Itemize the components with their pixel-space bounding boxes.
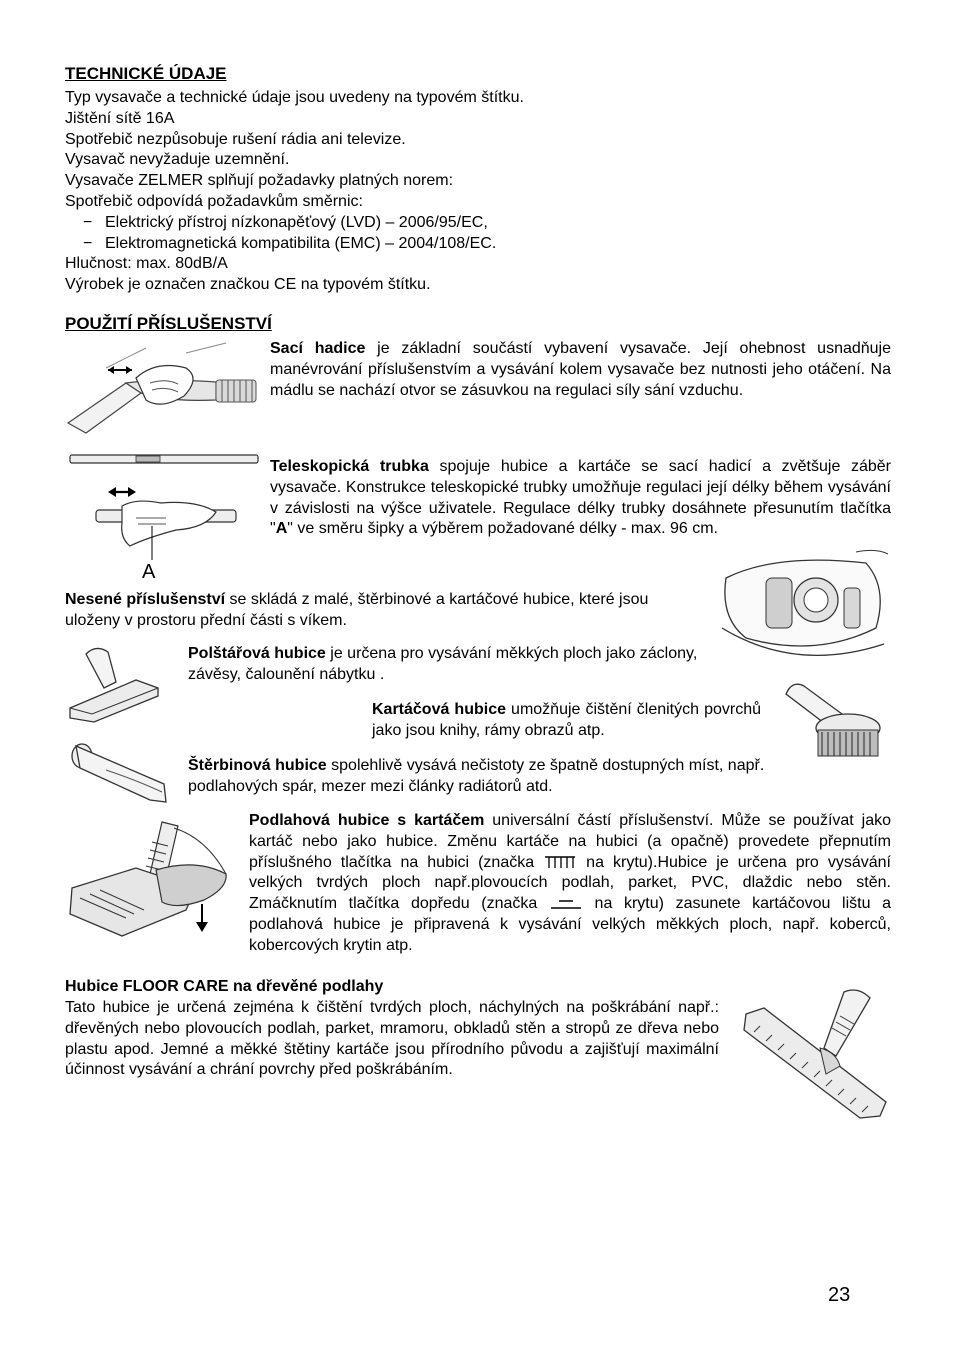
floor-nozzle-illustration bbox=[66, 818, 246, 948]
upholstery-term: Polštářová hubice bbox=[188, 645, 326, 662]
crevice-text: spolehlivě vysává nečistoty ze špatně dostupných míst, např. podlahových spár, mezer mezi články radiátorů atd. bbox=[188, 757, 765, 795]
floor-text-2: na krytu).Hubice je určena pro vysávání velkých tvrdých ploch např.plovoucích podlah, parket, PVC, dlaždic nebo stěn. Zmáčknutím tlačítka dopředu (značka bbox=[249, 853, 891, 913]
brush-paragraph bbox=[372, 700, 761, 742]
floor-nozzle-paragraph bbox=[249, 811, 891, 957]
technical-line: Spotřebič odpovídá požadavkům směrnic: bbox=[65, 192, 363, 210]
floorcare-heading: Hubice FLOOR CARE na dřevěné podlahy bbox=[65, 978, 384, 995]
carried-term: Nesené příslušenství bbox=[65, 591, 226, 608]
upholstery-nozzle-illustration bbox=[66, 642, 162, 726]
suction-hose-illustration bbox=[66, 338, 262, 438]
page-number: 23 bbox=[828, 1284, 851, 1306]
crevice-nozzle-illustration bbox=[66, 740, 172, 806]
technical-line: Vysavače ZELMER splňují požadavky platných norem: bbox=[65, 172, 454, 190]
tube-key: A bbox=[275, 520, 288, 538]
upholstery-text: je určena pro vysávání měkkých ploch jako záclony, závěsy, čalounění nábytku . bbox=[188, 645, 698, 683]
floor-term: Podlahová hubice s kartáčem bbox=[249, 812, 485, 829]
brush-nozzle-illustration bbox=[782, 680, 886, 766]
floor-text-3: na krytu) zasunete kartáčovou lištu a podlahová hubice je připravená k vysávání velkých měkkých ploch, např. koberců, kobercových krytin atp. bbox=[249, 895, 891, 954]
tube-paragraph bbox=[270, 457, 891, 540]
nozzle-mode-symbol-icon bbox=[549, 897, 583, 911]
upholstery-paragraph bbox=[188, 644, 708, 686]
floor-care-nozzle-illustration bbox=[740, 986, 890, 1126]
floor-text-1: universální částí příslušenství. Může se používat jako kartáč nebo jako hubice. Změnu kartáče na hubici (a opačně) provedete přepnutím příslušného tlačítka na hubici (značka bbox=[249, 812, 891, 871]
directive-text: Elektrický přístroj nízkonapěťový (LVD) – 2006/95/EC, bbox=[105, 213, 488, 231]
technical-line: Výrobek je označen značkou CE na typovém štítku. bbox=[65, 276, 431, 294]
technical-line: Jištění sítě 16A bbox=[65, 109, 175, 127]
technical-line: Typ vysavače a technické údaje jsou uvedeny na typovém štítku. bbox=[65, 89, 524, 106]
technical-line: Spotřebič nezpůsobuje rušení rádia ani televize. bbox=[65, 130, 406, 148]
technical-line: Hlučnost: max. 80dB/A bbox=[65, 255, 228, 273]
technical-block bbox=[65, 88, 765, 296]
directive-item: − Elektromagnetická kompatibilita (EMC) – 2004/108/EC. bbox=[83, 234, 497, 252]
button-a-label: A bbox=[142, 561, 156, 583]
directive-item: − Elektrický přístroj nízkonapěťový (LVD) – 2006/95/EC, bbox=[83, 213, 488, 231]
hose-text: je základní součástí vybavení vysavače. Její ohebnost usnadňuje manévrování příslušenstvím a vysávání kolem vysavače bez nutnosti jeho otáčení. Na mádlu se nachází otvor se zásuvkou na regulaci síly sání vzduchu. bbox=[270, 340, 892, 399]
floorcare-paragraph: Tato hubice je určená zejména k čištění tvrdých ploch, náchylných na poškrábání např.: dřevěných nebo plovoucích podlah, parket, mramoru, obkladů stěn a stropů ze dřeva nebo plastu apod. Jemné a měkké štětiny kartáče jsou přírodního původu a zajišťují maximální účinnost vysávání a chrání povrchy před poškrábáním. bbox=[65, 999, 719, 1079]
tube-term: Teleskopická trubka bbox=[270, 458, 429, 475]
tube-text-1: spojuje hubice a kartáče se sací hadicí a zvětšuje záběr vysavače. Konstrukce teleskopické trubky umožňuje regulaci její délky během vysávání v závislosti na výšce uživatele. Regulace délky trubky dosáhnete přesunutím tlačítka " bbox=[270, 458, 892, 538]
technical-line: Vysavač nevyžaduje uzemnění. bbox=[65, 151, 290, 169]
telescopic-tube-illustration bbox=[66, 448, 266, 583]
crevice-paragraph bbox=[188, 756, 768, 798]
directive-text: Elektromagnetická kompatibilita (EMC) – 2004/108/EC. bbox=[105, 234, 497, 252]
tube-text-2: " ve směru šipky a výběrem požadované délky - max. 96 cm. bbox=[287, 520, 718, 538]
hose-paragraph bbox=[270, 339, 891, 401]
accessory-compartment-illustration bbox=[716, 548, 892, 676]
hose-term: Sací hadice bbox=[270, 340, 366, 357]
brush-text: umožňuje čištění členitých povrchů jako jsou knihy, rámy obrazů atp. bbox=[372, 701, 761, 739]
carried-accessories-paragraph bbox=[65, 590, 705, 632]
crevice-term: Štěrbinová hubice bbox=[188, 757, 327, 774]
brush-term: Kartáčová hubice bbox=[372, 701, 506, 718]
section-heading-technical: TECHNICKÉ ÚDAJE bbox=[65, 64, 227, 83]
brush-mode-symbol-icon bbox=[543, 854, 577, 870]
section-heading-accessories: POUŽITÍ PŘÍSLUŠENSTVÍ bbox=[65, 314, 272, 333]
carried-text: se skládá z malé, štěrbinové a kartáčové hubice, které jsou uloženy v prostoru přední části s víkem. bbox=[65, 591, 649, 629]
